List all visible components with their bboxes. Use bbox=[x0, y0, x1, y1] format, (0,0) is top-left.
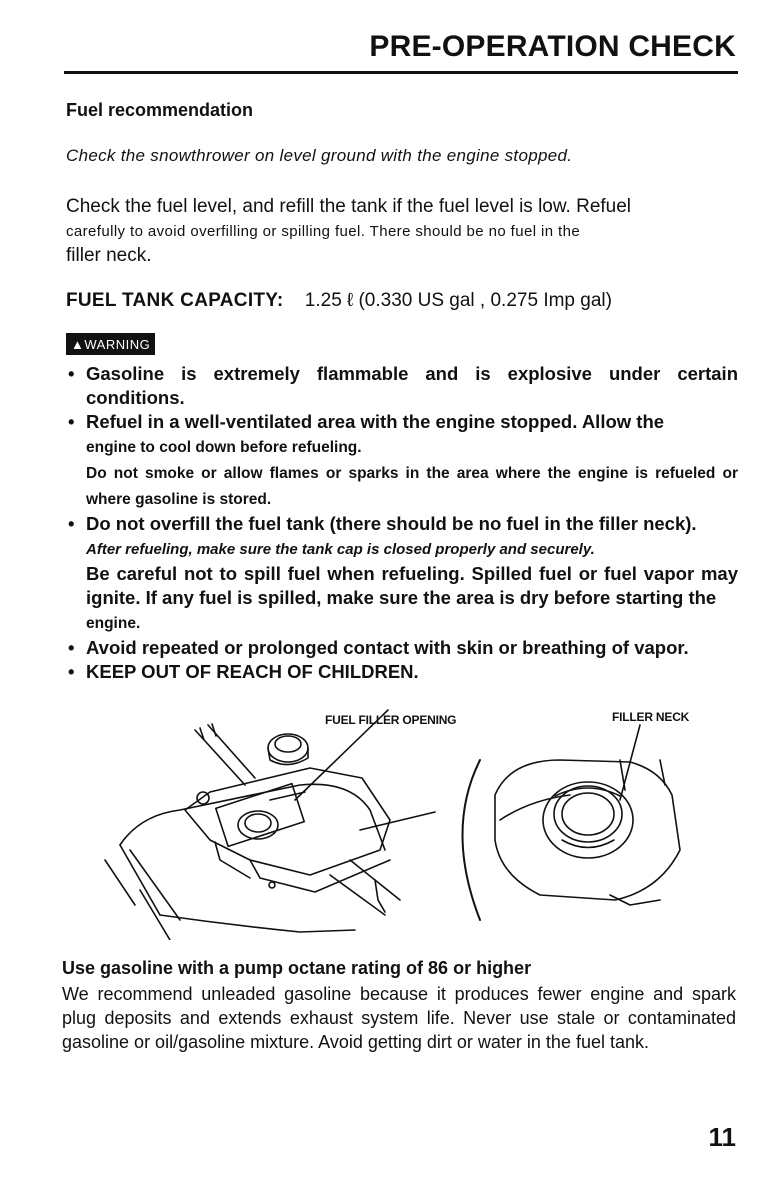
warning-item-text: KEEP OUT OF REACH OF CHILDREN. bbox=[86, 661, 419, 682]
warning-item-subtext: Be careful not to spill fuel when refueling. Spilled fuel or fuel vapor may ignite. If any fuel is spilled, make sure the area is dry before starting the bbox=[86, 563, 738, 608]
fuel-tank-drawing bbox=[100, 700, 720, 940]
octane-title: Use gasoline with a pump octane rating of 86 or higher bbox=[62, 958, 532, 978]
warning-item-subtext: After refueling, make sure the tank cap is closed properly and securely. bbox=[86, 541, 595, 558]
para-end: filler neck. bbox=[66, 245, 152, 266]
filler-neck-label: FILLER NECK bbox=[612, 710, 690, 724]
level-ground-note: Check the snowthrower on level ground with the engine stopped. bbox=[66, 146, 573, 165]
warning-item-subtext: engine to cool down before refueling. bbox=[86, 439, 362, 456]
warning-item-text: Avoid repeated or prolonged contact with skin or breathing of vapor. bbox=[86, 637, 689, 658]
page-number: 11 bbox=[708, 1122, 736, 1152]
fuel-level-paragraph bbox=[66, 195, 736, 268]
octane-paragraph: We recommend unleaded gasoline because it produces fewer engine and spark plug deposits and extends exhaust system life. Never use stale or contaminated gasoline or oil/gasoline mixture. Avoid getting dirt or water in the fuel tank. bbox=[62, 984, 736, 1052]
warning-item-subtext: Do not smoke or allow flames or sparks in the area where the engine is refueled or where gasoline is stored. bbox=[86, 465, 738, 508]
warning-item-text: Refuel in a well-ventilated area with the engine stopped. Allow the bbox=[86, 411, 665, 432]
fuel-tank-capacity bbox=[66, 290, 612, 312]
para-main: Check the fuel level, and refill the tank if the fuel level is low. Refuel bbox=[66, 196, 632, 217]
header-rule bbox=[64, 71, 738, 74]
warning-item bbox=[66, 660, 738, 684]
warning-item bbox=[66, 410, 738, 512]
section-title: Fuel recommendation bbox=[66, 100, 254, 120]
warning-badge-label: WARNING bbox=[84, 337, 151, 352]
warning-item bbox=[66, 362, 738, 410]
para-small: carefully to avoid overfilling or spilling fuel. There should be no fuel in the bbox=[66, 223, 581, 240]
warning-list bbox=[66, 362, 738, 684]
warning-item-text: Do not overfill the fuel tank (there should be no fuel in the filler neck). bbox=[86, 513, 697, 534]
warning-triangle-icon: ▲ bbox=[71, 337, 85, 352]
page-title: PRE-OPERATION CHECK bbox=[369, 30, 736, 63]
capacity-value: 1.25 ℓ (0.330 US gal , 0.275 Imp gal) bbox=[304, 290, 612, 311]
warning-badge bbox=[66, 333, 155, 355]
warning-item-text: Gasoline is extremely flammable and is explosive under certain conditions. bbox=[86, 363, 738, 408]
warning-item bbox=[66, 636, 738, 660]
warning-item bbox=[66, 512, 738, 636]
fuel-tank-illustration bbox=[100, 700, 720, 945]
warning-item-subtext: engine. bbox=[86, 615, 141, 632]
capacity-label: FUEL TANK CAPACITY: bbox=[66, 290, 284, 311]
fuel-filler-opening-label: FUEL FILLER OPENING bbox=[325, 713, 457, 727]
